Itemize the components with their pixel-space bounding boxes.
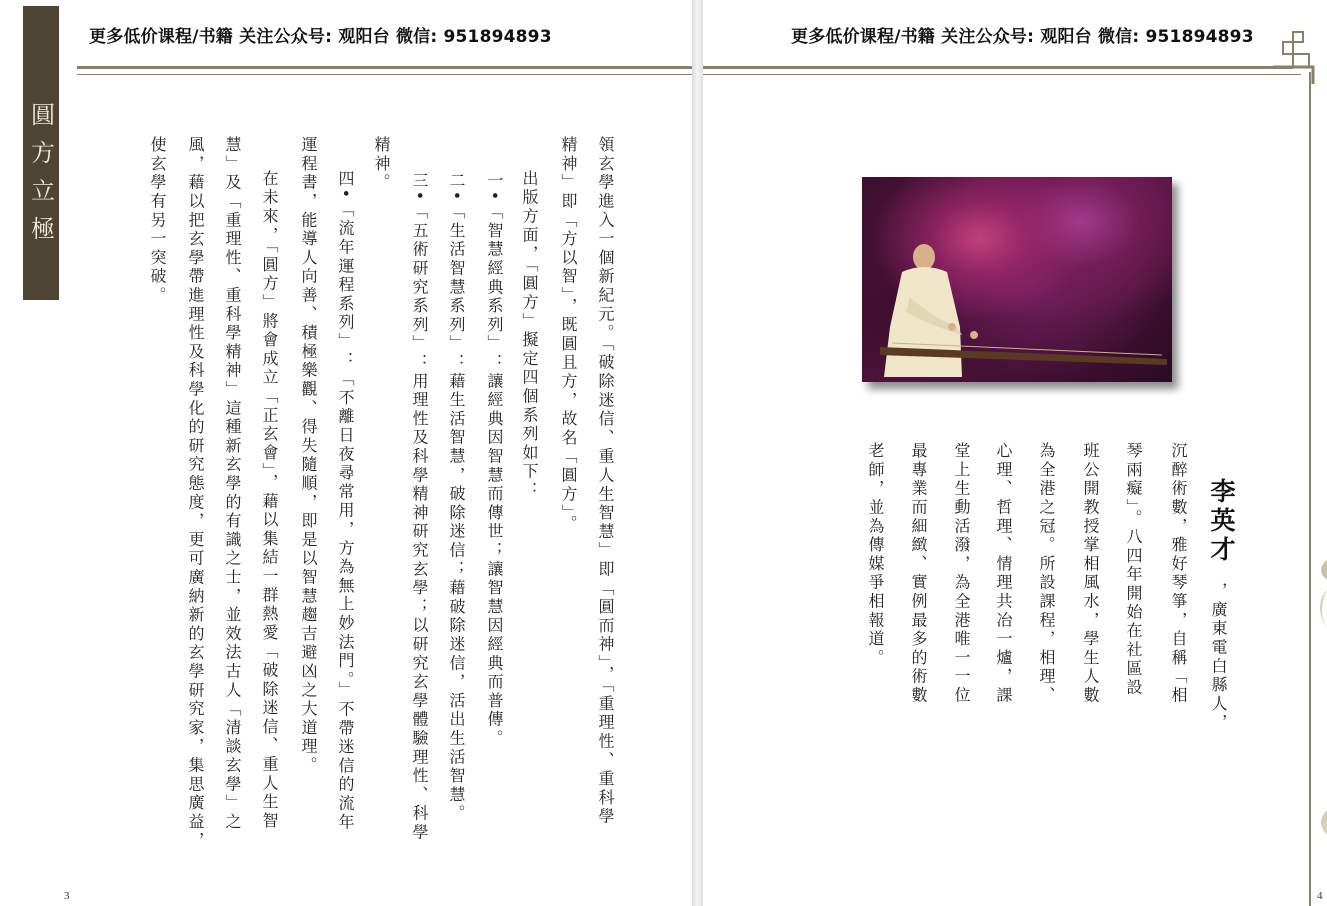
page-frame-right bbox=[1309, 72, 1311, 906]
bio-column: 老師，並為傳媒爭相報道。 bbox=[866, 442, 885, 668]
text-column: 精神」即「方以智」，既圓且方，故名「圓方」。 bbox=[559, 136, 578, 534]
header-rule-thin bbox=[703, 74, 1301, 75]
page-number: 3 bbox=[64, 890, 70, 902]
side-tab bbox=[23, 6, 59, 300]
bio-column: 琴兩癡」。八四年開始在社區設 bbox=[1124, 442, 1143, 698]
bio-column: ，廣東電白縣人， bbox=[1209, 582, 1228, 733]
author-name: 李英才 bbox=[1207, 478, 1236, 565]
page-number: 4 bbox=[1317, 890, 1323, 902]
text-column: 出版方面，「圓方」擬定四個系列如下： bbox=[520, 151, 539, 501]
header-rule bbox=[703, 66, 1293, 69]
text-column: 領玄學進入一個新紀元。「破除迷信、重人生智慧」即「圓而神」，「重理性、重科學 bbox=[596, 136, 615, 827]
side-tab-title: 圓方立極 bbox=[26, 102, 55, 254]
bio-column: 班公開教授掌相風水，學生人數 bbox=[1081, 442, 1100, 706]
header-rule bbox=[77, 66, 692, 69]
author-photo bbox=[862, 177, 1172, 382]
musician-figure-icon bbox=[862, 177, 1172, 382]
text-column: 風，藉以把玄學帶進理性及科學化的研究態度，更可廣納新的玄學研究家，集思廣益， bbox=[186, 136, 205, 851]
bio-column: 為全港之冠。所設課程，相理、 bbox=[1037, 442, 1056, 706]
header-banner-right: 更多低价课程/书籍 关注公众号: 观阳台 微信: 951894893 bbox=[791, 27, 1254, 47]
header-rule-thin bbox=[77, 74, 692, 75]
edge-ornament-icon bbox=[1313, 560, 1327, 840]
header-banner-left: 更多低价课程/书籍 关注公众号: 观阳台 微信: 951894893 bbox=[89, 27, 552, 47]
text-column: 運程書，能導人向善、積極樂觀、得失隨順，即是以智慧趨吉避凶之大道理。 bbox=[299, 136, 318, 776]
right-page bbox=[703, 0, 1327, 906]
bio-column: 堂上生動活潑，為全港唯一一位 bbox=[952, 442, 971, 706]
text-column: 慧」及「重理性、重科學精神」這種新玄學的有識之士，並效法古人「清談玄學」之 bbox=[223, 136, 242, 832]
bio-column: 心理、哲理、情理共冶一爐，課 bbox=[994, 442, 1013, 706]
text-column: 二•「生活智慧系列」：藉生活智慧，破除迷信；藉破除迷信，活出生活智慧。 bbox=[447, 172, 466, 824]
bio-column: 最專業而細緻、實例最多的術數 bbox=[909, 442, 928, 706]
text-column: 在未來，「圓方」將會成立「正玄會」，藉以集結一群熱愛「破除迷信、重人生智 bbox=[260, 151, 279, 831]
text-column: 一•「智慧經典系列」：讓經典因智慧而傳世；讓智慧因經典而普傳。 bbox=[485, 172, 504, 749]
text-column: 四•「流年運程系列」：「不離日夜尋常用，方為無上妙法門。」不帶迷信的流年 bbox=[336, 151, 355, 833]
text-column: 三•「五術研究系列」：用理性及科學精神研究玄學；以研究玄學體驗理性、科學 bbox=[410, 172, 429, 843]
bio-column: 沉醉術數，雅好琴箏，自稱「相 bbox=[1169, 442, 1188, 706]
book-gutter bbox=[692, 0, 703, 906]
text-column: 使玄學有另一突破。 bbox=[148, 136, 167, 306]
text-column: 精神。 bbox=[372, 136, 391, 193]
